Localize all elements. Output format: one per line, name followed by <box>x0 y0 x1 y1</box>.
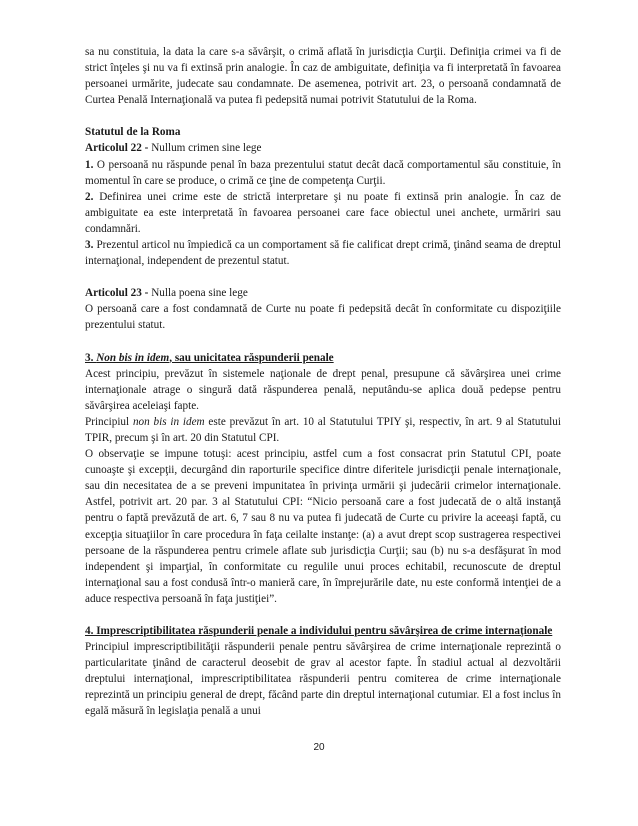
art23-heading <box>85 285 561 301</box>
art22-label: Articolul 22 - <box>85 142 149 155</box>
art22-item-2 <box>85 189 561 237</box>
art22-title: Nullum crimen sine lege <box>148 142 262 155</box>
spacer <box>85 607 561 623</box>
art22-heading <box>85 140 561 156</box>
section3-paragraph-3: O observaţie se impune totuşi: acest principiu, astfel cum a fost consacrat prin Statutul CPI, poate cunoaşte şi excepţii, decurgând din raporturile specifice dintre diferitele jurisdicţii penale internaţionale, sau din necesitatea de a se preveni impunitatea în privinţa urmării şi judecării crimelor internaţionale. Astfel, potrivit art. 20 par. 3 al Statutului CPI: “Nicio persoană care a fost judecată de o altă instanţă pentru o faptă prevăzută de art. 6, 7 sau 8 nu va putea fi judecată de Curte cu privire la aceeaşi faptă, cu excepţia situaţiilor în care procedura în faţa ceilalte instanţe: (a) a avut drept scop sustragerea respectivei persoane de la răspunderea pentru crimele aflate sub jurisdicţia Curţii; sau (b) nu s-a desfăşurat în mod independent şi imparţial, în conformitate cu regulile unui proces echitabil, recunoscute de dreptul internaţional sau a fost condusă într-o manieră care, în împrejurările date, nu este conformă intenţiei de a aduce respectiva persoană în faţa justiţiei”. <box>85 448 561 605</box>
page-content <box>85 44 561 720</box>
spacer <box>85 108 561 124</box>
art23-title: Nulla poena sine lege <box>148 287 248 300</box>
item-number: 2. <box>85 190 94 203</box>
item-number: 3. <box>85 239 94 252</box>
section3-paragraph-1: Acest principiu, prevăzut în sistemele naţionale de drept penal, presupune că săvârşirea unei crime internaţionale atrage o singură dată răspunderea penală, neputându-se aplica două pedepse pentru săvârşirea aceleiaşi fapte. <box>85 367 561 412</box>
art23-text: O persoană care a fost condamnată de Curte nu poate fi pedepsită decât în conformitate cu dispoziţiile prezentului statut. <box>85 303 561 332</box>
art23-label: Articolul 23 - <box>85 287 149 300</box>
item-text: Prezentul articol nu împiedică ca un comportament să fie calificat drept crimă, ţinând seama de dreptul internaţional, independent de prezentul statut. <box>85 239 561 268</box>
section3-title-rest: , sau unicitatea răspunderii penale <box>169 351 334 364</box>
spacer <box>85 269 561 285</box>
italic-run: non bis in idem <box>132 415 205 428</box>
section4-title: 4. Imprescriptibilitatea răspunderii penale a individului pentru săvârşirea de crime internaţionale <box>85 625 553 637</box>
text-run: Principiul <box>85 415 133 428</box>
item-number: 1. <box>85 158 94 171</box>
spacer <box>85 334 561 350</box>
text-run: este prevăzut în art. 10 al Statutului TPIY şi, respectiv, în art. 9 al Statutului TPIR, precum şi în art. 20 din Statutul CPI. <box>85 415 561 444</box>
art22-item-1 <box>85 157 561 189</box>
item-text: Definirea unei crime este de strictă interpretare şi nu poate fi extinsă prin analogie. În caz de ambiguitate ea este interpretată în favoarea persoanei care face obiectul unei anchete, urmăriri sau condamnări. <box>85 190 561 235</box>
item-text: O persoană nu răspunde penal în baza prezentului statut decât dacă comportamentul său constituie, în momentul în care se produce, o crimă ce ţine de competenţa Curţii. <box>85 158 561 187</box>
section3-number: 3. <box>85 351 97 364</box>
section4-paragraph-1: Principiul imprescriptibilităţii răspunderii penale pentru săvârşirea de crime internaţionale reprezintă o particularitate ţinând de caracterul deosebit de grav al acestor fapte. În stadiul actual al dezvoltării dreptului internaţional, imprescriptibilitatea răspunderii pentru comiterea de crime internaţionale reprezintă un principiu general de drept, făcând parte din dreptul internaţional cutumiar. El a fost inclus în egală măsură în legislaţia penală a unui <box>85 641 561 718</box>
section3-paragraph-2 <box>85 414 561 446</box>
statut-title: Statutul de la Roma <box>85 126 181 139</box>
art22-item-3 <box>85 237 561 269</box>
page-number: 20 <box>313 742 325 753</box>
section3-title <box>85 350 561 366</box>
section3-title-italic: Non bis in idem <box>96 351 170 364</box>
intro-paragraph: sa nu constituia, la data la care s-a săvârşit, o crimă aflată în jurisdicţia Curţii. Definiţia crimei va fi de strict înţeles şi nu va fi extinsă prin analogie. În caz de ambiguitate, definiţia va fi interpretată în favoarea persoanei urmărite, judecate sau condamnate. De asemenea, potrivit art. 23, o persoană condamnată de Curtea Penală Internaţională va putea fi pedepsită numai potrivit Statutului de la Roma. <box>85 46 561 107</box>
